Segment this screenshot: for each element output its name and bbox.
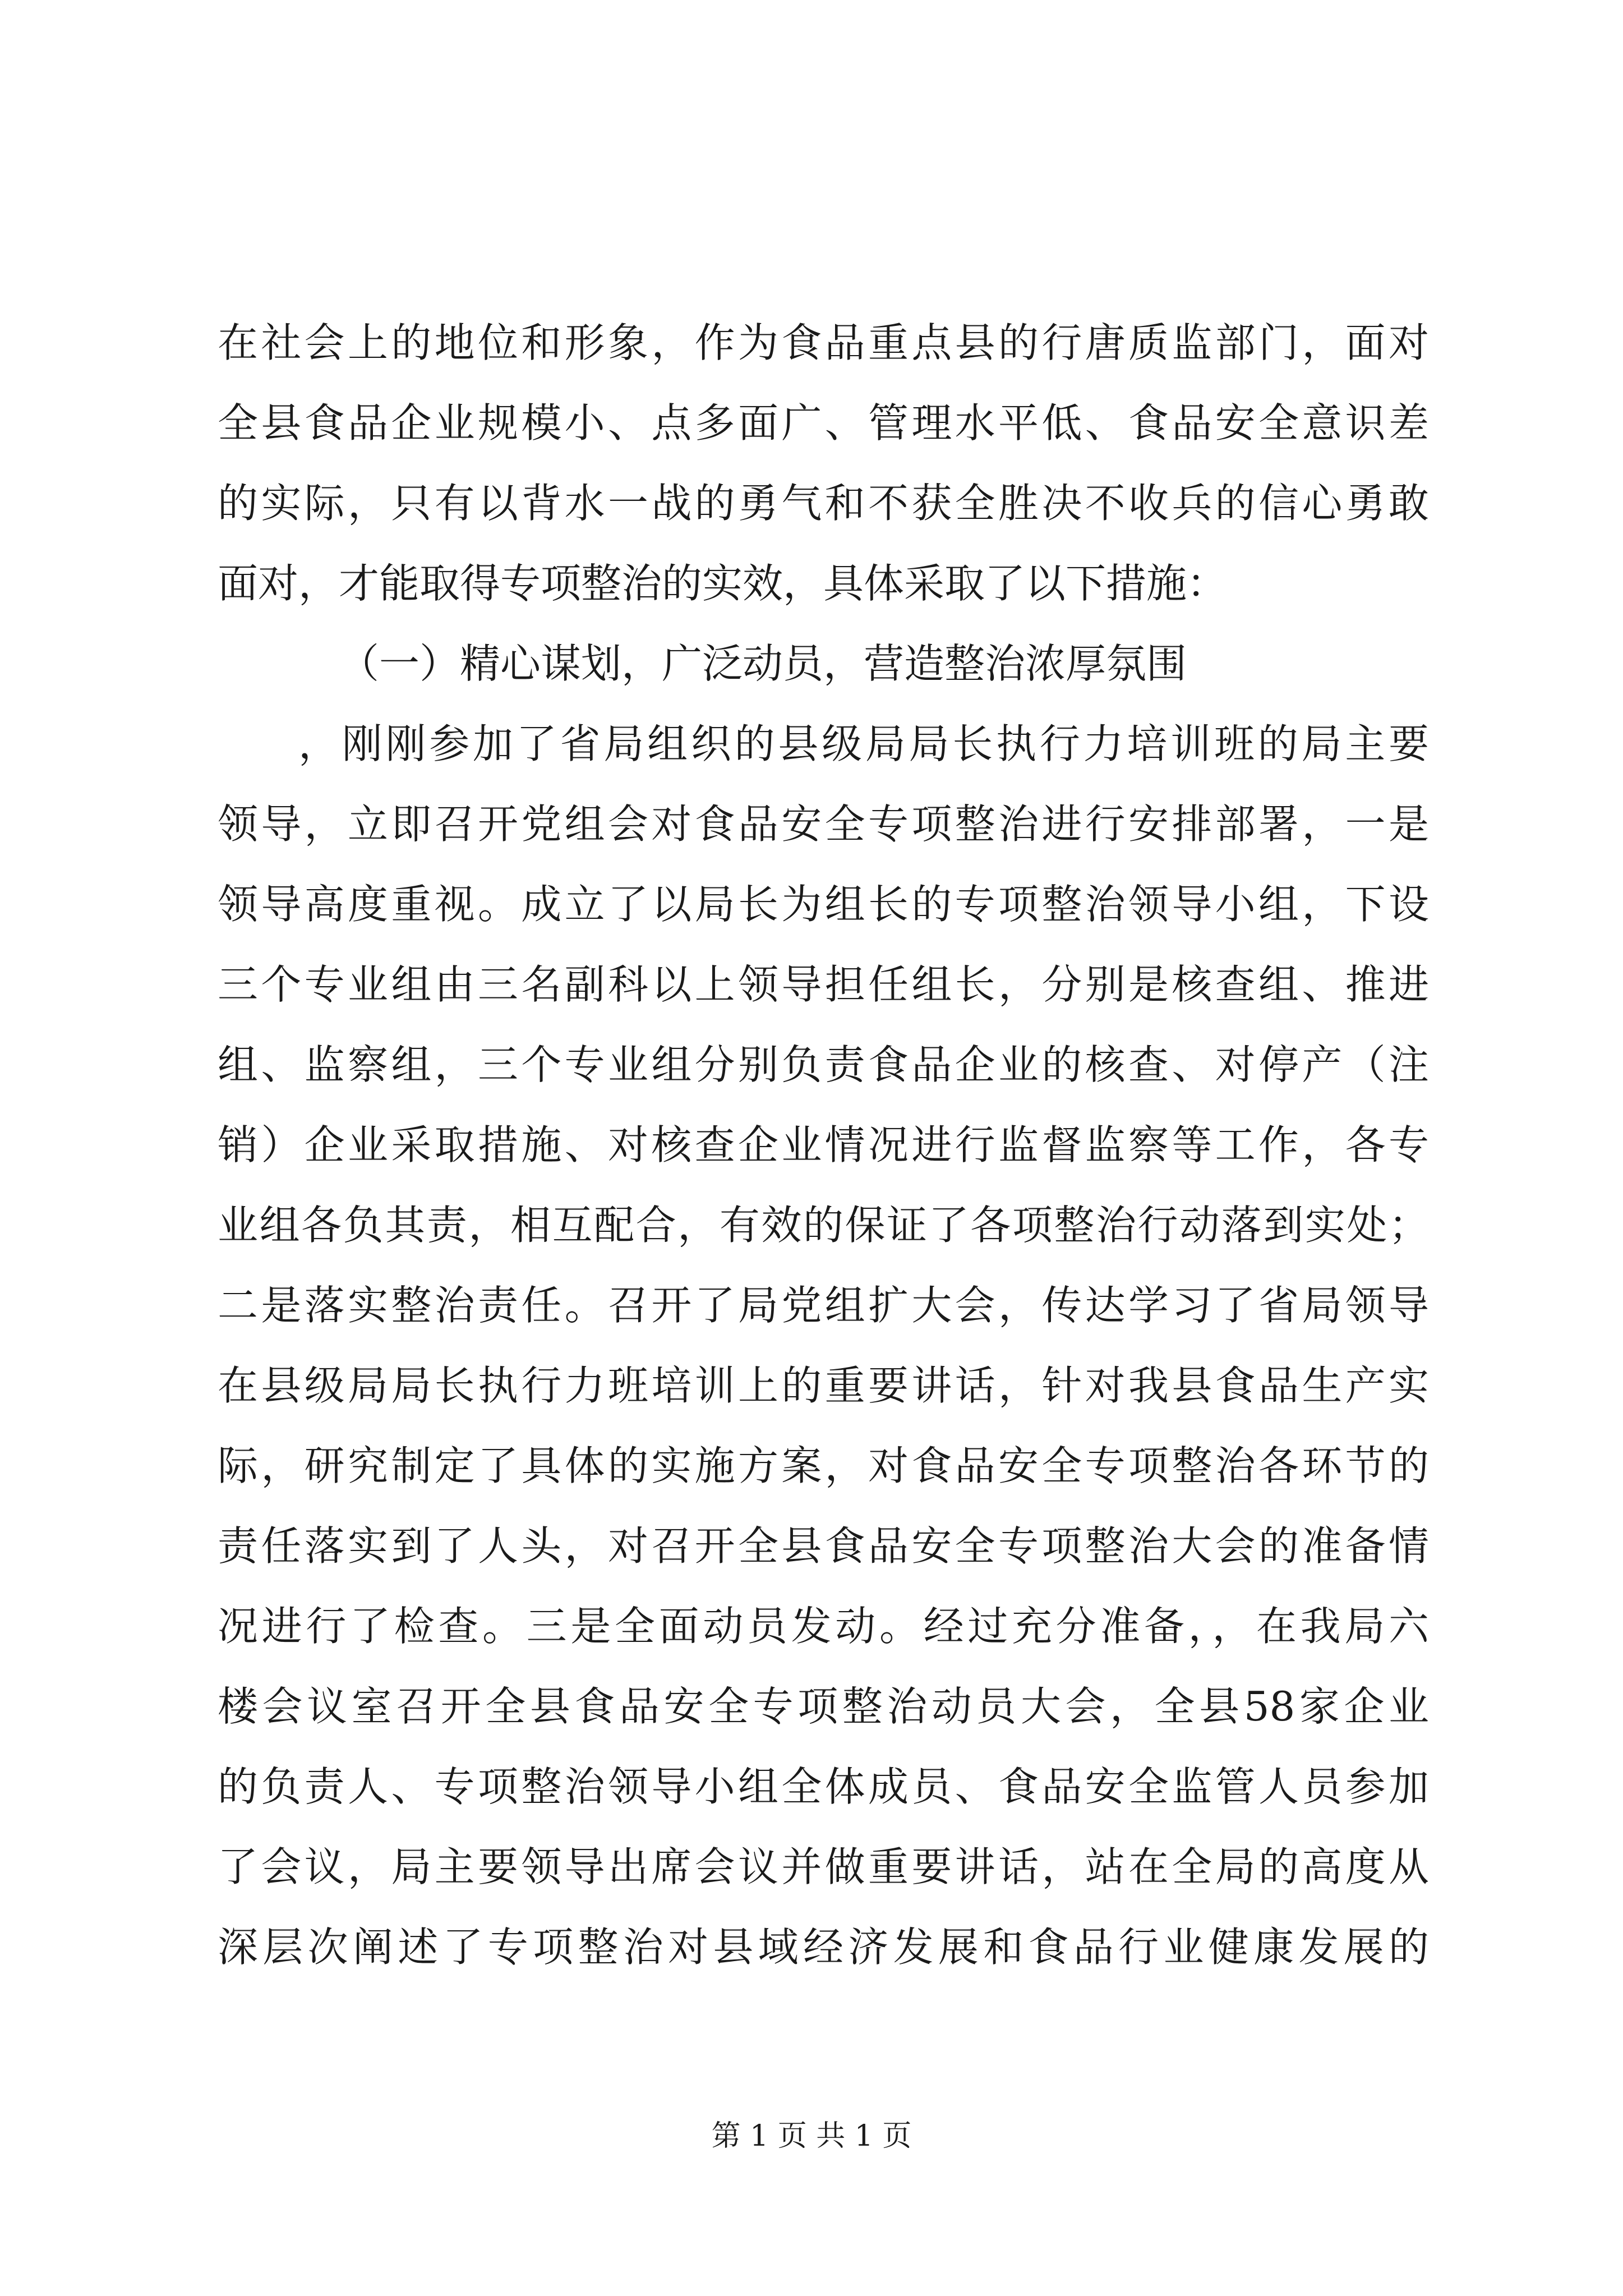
text-line: 组、监察组，三个专业组分别负责食品企业的核查、对停产（注	[218, 1041, 1429, 1088]
text-line: 在社会上的地位和形象，作为食品重点县的行唐质监部门，面对	[218, 319, 1429, 366]
text-line: 的实际，只有以背水一战的勇气和不获全胜决不收兵的信心勇敢	[218, 480, 1429, 527]
text-line: 了会议，局主要领导出席会议并做重要讲话，站在全局的高度从	[218, 1843, 1429, 1890]
text-line: 领导，立即召开党组会对食品安全专项整治进行安排部署，一是	[218, 800, 1429, 848]
text-line: 三个专业组由三名副科以上领导担任组长，分别是核查组、推进	[218, 961, 1429, 1008]
text-line: 面对，才能取得专项整治的实效，具体采取了以下措施：	[218, 560, 1228, 607]
text-line: 销）企业采取措施、对核查企业情况进行监督监察等工作，各专	[218, 1121, 1429, 1168]
text-line: ，刚刚参加了省局组织的县级局局长执行力培训班的局主要	[298, 720, 1429, 767]
text-line: 全县食品企业规模小、点多面广、管理水平低、食品安全意识差	[218, 399, 1429, 447]
text-line: 际，研究制定了具体的实施方案，对食品安全专项整治各环节的	[218, 1442, 1429, 1489]
body-text	[218, 303, 1429, 1987]
text-line: 在县级局局长执行力班培训上的重要讲话，针对我县食品生产实	[218, 1362, 1429, 1409]
section-heading: （一）精心谋划，广泛动员，营造整治浓厚氛围	[339, 640, 1187, 687]
text-line: 二是落实整治责任。召开了局党组扩大会，传达学习了省局领导	[218, 1282, 1429, 1329]
text-line: 楼会议室召开全县食品安全专项整治动员大会，全县58家企业	[218, 1683, 1429, 1730]
text-line: 业组各负其责，相互配合，有效的保证了各项整治行动落到实处；	[218, 1202, 1429, 1249]
text-line: 责任落实到了人头，对召开全县食品安全专项整治大会的准备情	[218, 1522, 1429, 1570]
text-line: 况进行了检查。三是全面动员发动。经过充分准备，，在我局六	[218, 1603, 1429, 1650]
page-footer: 第 1 页 共 1 页	[711, 2119, 912, 2153]
text-line: 的负责人、专项整治领导小组全体成员、食品安全监管人员参加	[218, 1763, 1429, 1810]
text-line: 深层次阐述了专项整治对县域经济发展和食品行业健康发展的	[218, 1924, 1429, 1971]
text-line: 领导高度重视。成立了以局长为组长的专项整治领导小组，下设	[218, 881, 1429, 928]
